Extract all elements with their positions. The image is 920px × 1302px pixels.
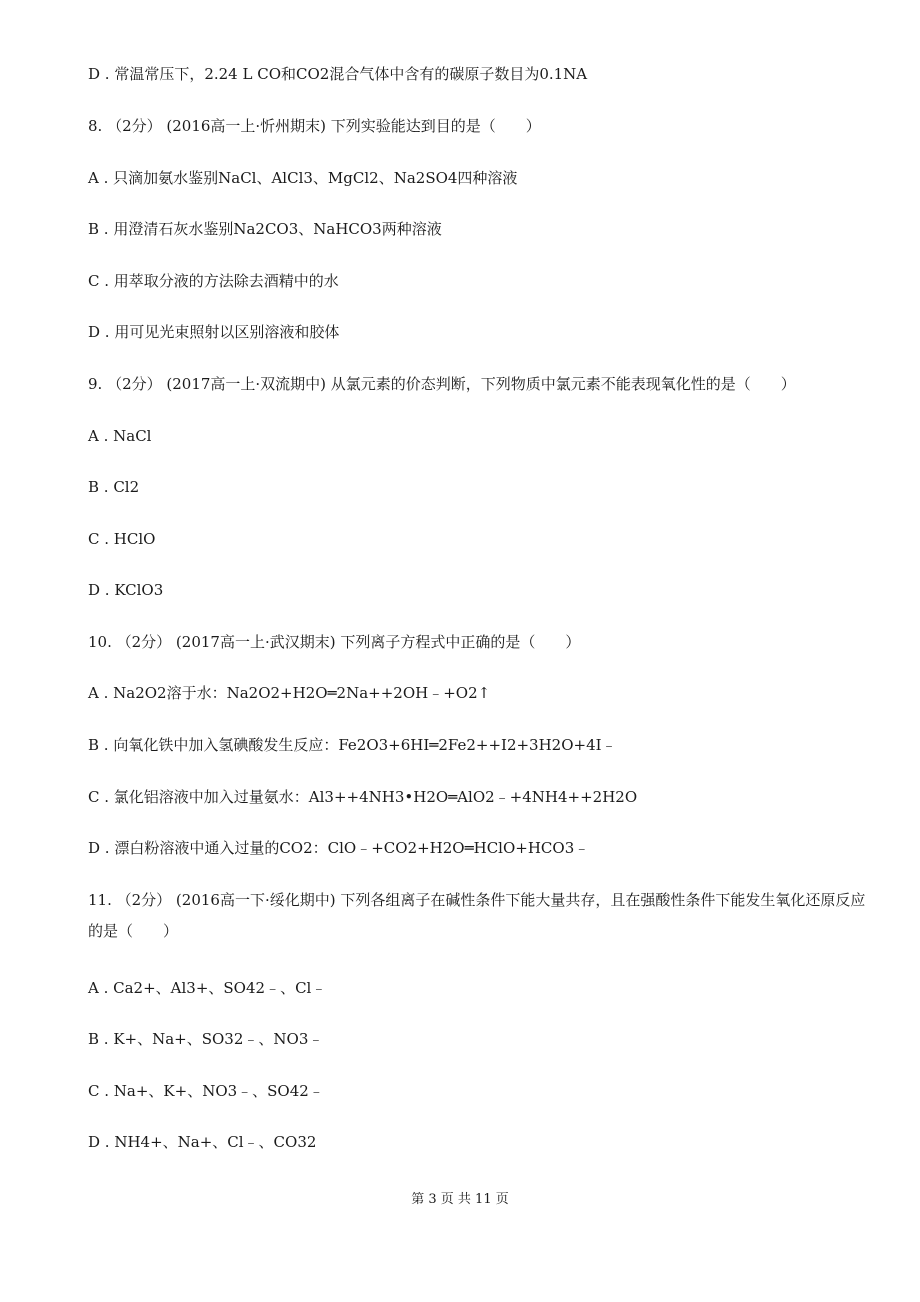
- q8-option-c: C . 用萃取分液的方法除去酒精中的水: [88, 272, 339, 290]
- q10-option-d: D . 漂白粉溶液中通入过量的CO2：ClO﹣+CO2+H2O═HClO+HCO3﹣: [88, 839, 590, 857]
- q8-option-b: B . 用澄清石灰水鉴别Na2CO3、NaHCO3两种溶液: [88, 220, 442, 238]
- q10-stem: 10. （2分） (2017高一上·武汉期末) 下列离子方程式中正确的是（ ）: [88, 633, 581, 651]
- q10-option-a: A . Na2O2溶于水：Na2O2+H2O═2Na++2OH﹣+O2↑: [88, 684, 491, 702]
- q11-option-b: B . K+、Na+、SO32﹣、NO3﹣: [88, 1030, 324, 1048]
- q7-option-d: D . 常温常压下，2.24 L CO和CO2混合气体中含有的碳原子数目为0.1NA: [88, 65, 588, 83]
- q9-stem: 9. （2分） (2017高一上·双流期中) 从氯元素的价态判断，下列物质中氯元素不能表现氧化性的是（ ）: [88, 375, 796, 393]
- q8-stem: 8. （2分） (2016高一上·忻州期末) 下列实验能达到目的是（ ）: [88, 117, 541, 135]
- q8-option-a: A . 只滴加氨水鉴别NaCl、AlCl3、MgCl2、Na2SO4四种溶液: [88, 169, 518, 187]
- q9-option-d: D . KClO3: [88, 581, 164, 599]
- q10-option-b: B . 向氧化铁中加入氢碘酸发生反应：Fe2O3+6HI═2Fe2++I2+3H2O+4I﹣: [88, 736, 617, 754]
- page-footer: 第 3 页 共 11 页: [411, 1192, 509, 1207]
- q11-stem: 11. （2分） (2016高一下·绥化期中) 下列各组离子在碱性条件下能大量共存，且在强酸性条件下能发生氧化还原反应的是（ ）: [88, 891, 866, 940]
- q11-option-c: C . Na+、K+、NO3﹣、SO42﹣: [88, 1082, 324, 1100]
- q8-option-d: D . 用可见光束照射以区别溶液和胶体: [88, 323, 340, 341]
- q9-option-c: C . HClO: [88, 530, 156, 548]
- q10-option-c: C . 氯化铝溶液中加入过量氨水：Al3++4NH3•H2O═AlO2﹣+4NH4++2H2O: [88, 788, 638, 806]
- q11-option-d: D . NH4+、Na+、Cl﹣、CO32: [88, 1133, 317, 1151]
- q11-option-a: A . Ca2+、Al3+、SO42﹣、Cl﹣: [88, 979, 327, 997]
- q9-option-b: B . Cl2: [88, 478, 140, 496]
- q9-option-a: A . NaCl: [88, 427, 152, 445]
